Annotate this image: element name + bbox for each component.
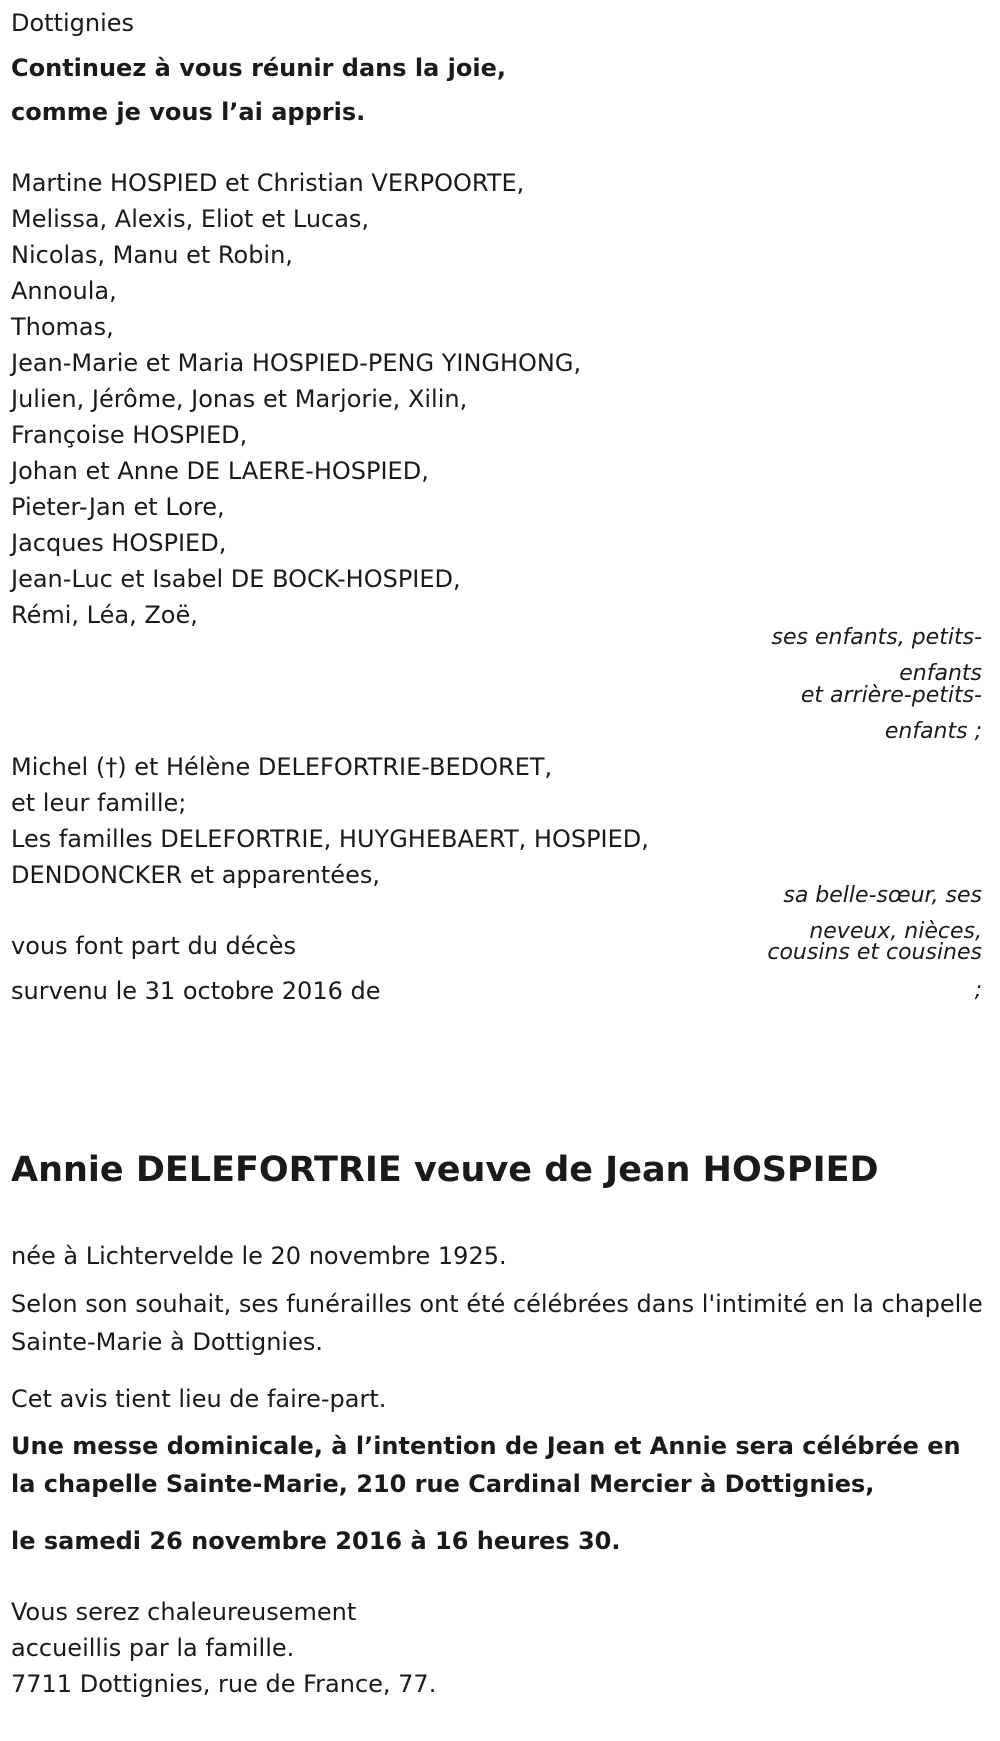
birth-details: née à Lichtervelde le 20 novembre 1925. (11, 1242, 507, 1270)
relation-line: sa belle-sœur, ses (783, 883, 982, 908)
announcement-line-1: vous font part du décès (11, 932, 296, 960)
family-line: Johan et Anne DE LAERE-HOSPIED, (11, 457, 429, 485)
family-line: Nicolas, Manu et Robin, (11, 241, 293, 269)
notice-text: Cet avis tient lieu de faire-part. (11, 1385, 387, 1413)
extended-family-line: et leur famille; (11, 789, 187, 817)
deceased-name: Annie DELEFORTRIE veuve de Jean HOSPIED (11, 1150, 879, 1190)
quote-line-2: comme je vous l’ai appris. (11, 98, 366, 126)
family-line: Pieter-Jan et Lore, (11, 493, 225, 521)
place-name: Dottignies (11, 9, 135, 37)
closing-address: 7711 Dottignies, rue de France, 77. (11, 1670, 437, 1698)
relation-line: ses enfants, petits- (771, 625, 982, 650)
family-line: Jacques HOSPIED, (11, 529, 227, 557)
relation-line: cousins et cousines (767, 940, 982, 965)
extended-family-line: Michel (†) et Hélène DELEFORTRIE-BEDORET, (11, 753, 553, 781)
mass-announcement: Une messe dominicale, à l’intention de Jean et Annie sera célébrée en la chapelle Sainte-Marie, 210 rue Cardinal Mercier à Dottignies, (11, 1432, 961, 1498)
funeral-details: Selon son souhait, ses funérailles ont été célébrées dans l'intimité en la chapelle Sainte-Marie à Dottignies. (11, 1290, 983, 1356)
family-line: Melissa, Alexis, Eliot et Lucas, (11, 205, 370, 233)
relation-line: ; (974, 978, 982, 1003)
family-line: Julien, Jérôme, Jonas et Marjorie, Xilin, (11, 385, 468, 413)
quote-line-1: Continuez à vous réunir dans la joie, (11, 54, 506, 82)
family-line: Jean-Marie et Maria HOSPIED-PENG YINGHONG, (11, 349, 582, 377)
family-line: Annoula, (11, 277, 117, 305)
relation-line: neveux, nièces, (809, 919, 982, 944)
relation-line: et arrière-petits- (800, 683, 982, 708)
relation-line: enfants ; (884, 719, 982, 744)
family-line: Jean-Luc et Isabel DE BOCK-HOSPIED, (11, 565, 461, 593)
relation-line: enfants (899, 661, 982, 686)
extended-family-line: DENDONCKER et apparentées, (11, 861, 380, 889)
family-line: Martine HOSPIED et Christian VERPOORTE, (11, 169, 525, 197)
family-line: Rémi, Léa, Zoë, (11, 601, 198, 629)
closing-line: accueillis par la famille. (11, 1634, 295, 1662)
mass-date: le samedi 26 novembre 2016 à 16 heures 30. (11, 1527, 621, 1555)
family-line: Thomas, (11, 313, 114, 341)
extended-family-line: Les familles DELEFORTRIE, HUYGHEBAERT, HOSPIED, (11, 825, 649, 853)
announcement-line-2: survenu le 31 octobre 2016 de (11, 977, 381, 1005)
closing-line: Vous serez chaleureusement (11, 1598, 357, 1626)
family-line: Françoise HOSPIED, (11, 421, 248, 449)
